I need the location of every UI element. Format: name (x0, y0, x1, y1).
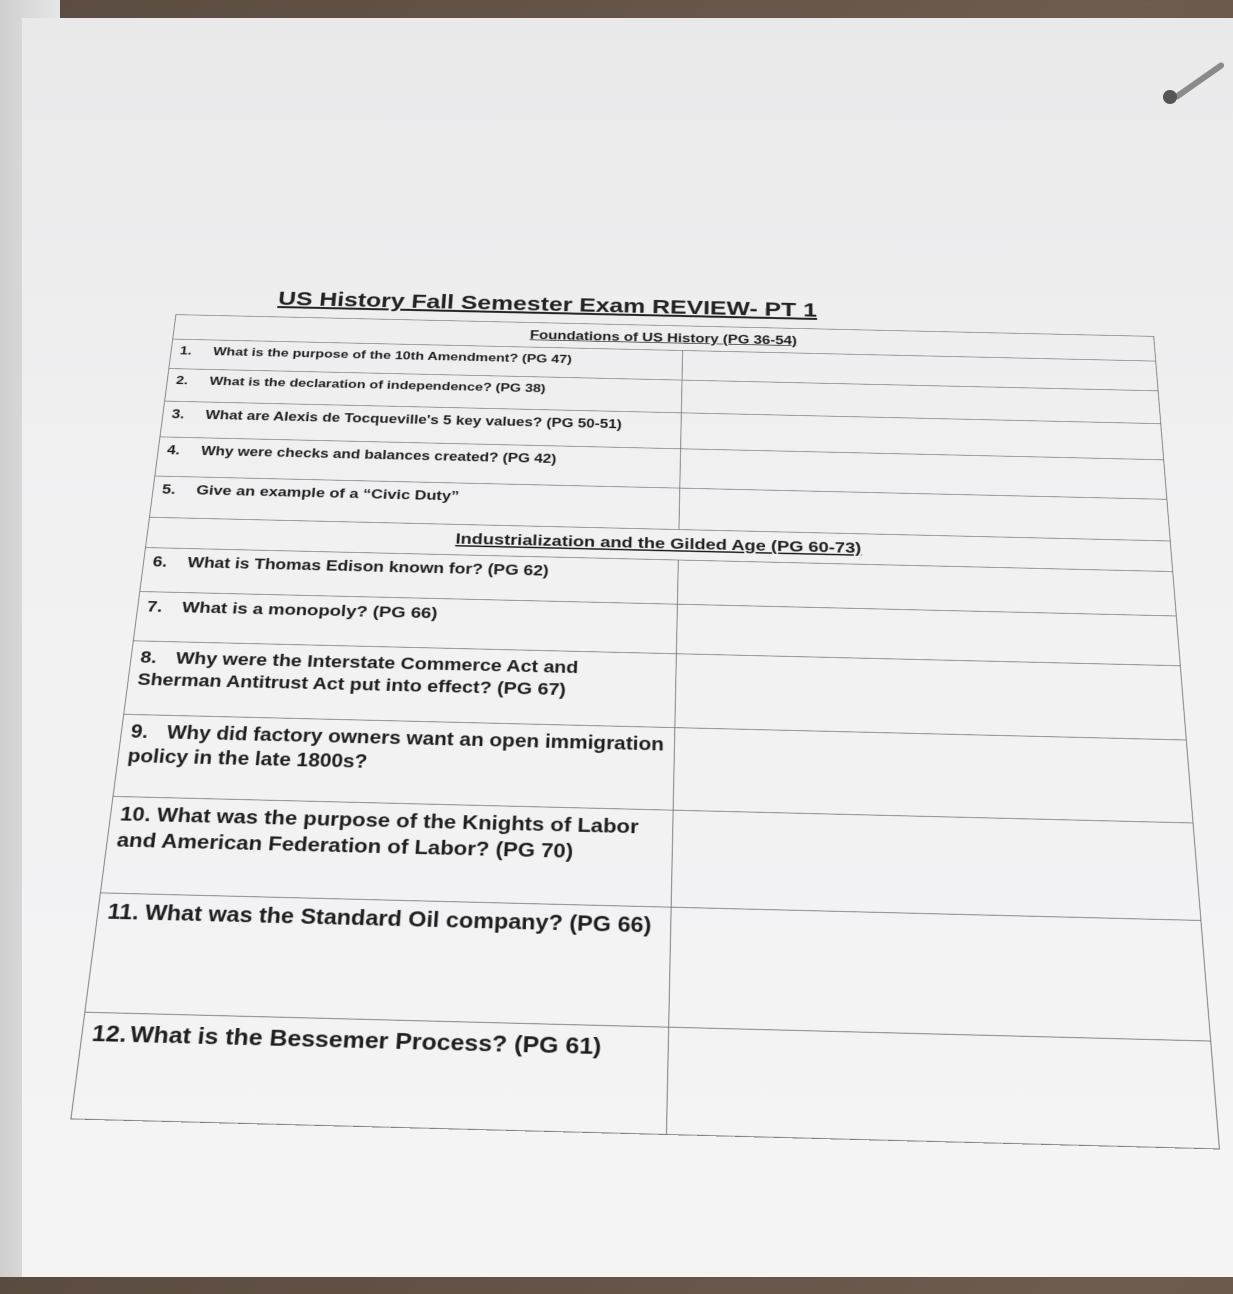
question-text: What was the Standard Oil company? (PG 66) (143, 900, 652, 938)
question-number: 1. (179, 344, 193, 358)
answer-cell[interactable] (673, 727, 1193, 822)
question-text: What is the purpose of the 10th Amendment? (PG 47) (212, 345, 573, 366)
question-text: What are Alexis de Tocqueville's 5 key values? (PG 50-51) (204, 408, 623, 432)
answer-cell[interactable] (675, 653, 1186, 739)
question-cell (113, 714, 675, 810)
question-text: What is Thomas Edison known for? (PG 62) (186, 554, 550, 580)
worksheet (2, 260, 1233, 1294)
question-number: 6. (151, 553, 169, 571)
question-text: What is the declaration of independence? (PG 38) (208, 374, 546, 396)
question-number: 10. (118, 803, 153, 826)
question-number: 4. (166, 443, 181, 458)
question-text: Why did factory owners want an open immigration policy in the late 1800s? (126, 721, 665, 772)
question-number: 9. (129, 720, 150, 742)
review-table (70, 314, 1219, 1149)
question-text: Why were the Interstate Commerce Act and Sherman Antitrust Act put into effect? (PG 67) (136, 648, 579, 700)
question-number: 7. (145, 597, 164, 616)
question-text: Give an example of a “Civic Duty” (195, 483, 460, 505)
pen-icon (1163, 60, 1233, 100)
question-number: 2. (175, 373, 189, 388)
question-text: What was the purpose of the Knights of Labor and American Federation of Labor? (PG 70) (115, 804, 639, 863)
question-number: 5. (161, 482, 177, 498)
question-text: What is a monopoly? (PG 66) (181, 598, 439, 622)
question-number: 3. (170, 407, 186, 422)
answer-cell[interactable] (671, 810, 1201, 920)
section-heading: Foundations of US History (PG 36-54) (173, 315, 1156, 362)
section-heading: Industrialization and the Gilded Age (PG 60-73) (146, 517, 1173, 571)
question-number: 12. (90, 1019, 129, 1047)
question-cell (71, 1012, 669, 1134)
question-cell (100, 796, 673, 907)
question-text: Why were checks and balances created? (PG 42) (200, 443, 557, 467)
worksheet-title: US History Fall Semester Exam REVIEW- PT 1 (277, 287, 818, 322)
question-cell (85, 893, 671, 1027)
answer-cell[interactable] (669, 907, 1211, 1041)
question-text: What is the Bessemer Process? (PG 61) (128, 1020, 602, 1060)
question-number: 11. (106, 899, 141, 925)
question-cell (124, 641, 677, 728)
answer-cell[interactable] (667, 1027, 1220, 1149)
question-number: 8. (139, 647, 159, 667)
